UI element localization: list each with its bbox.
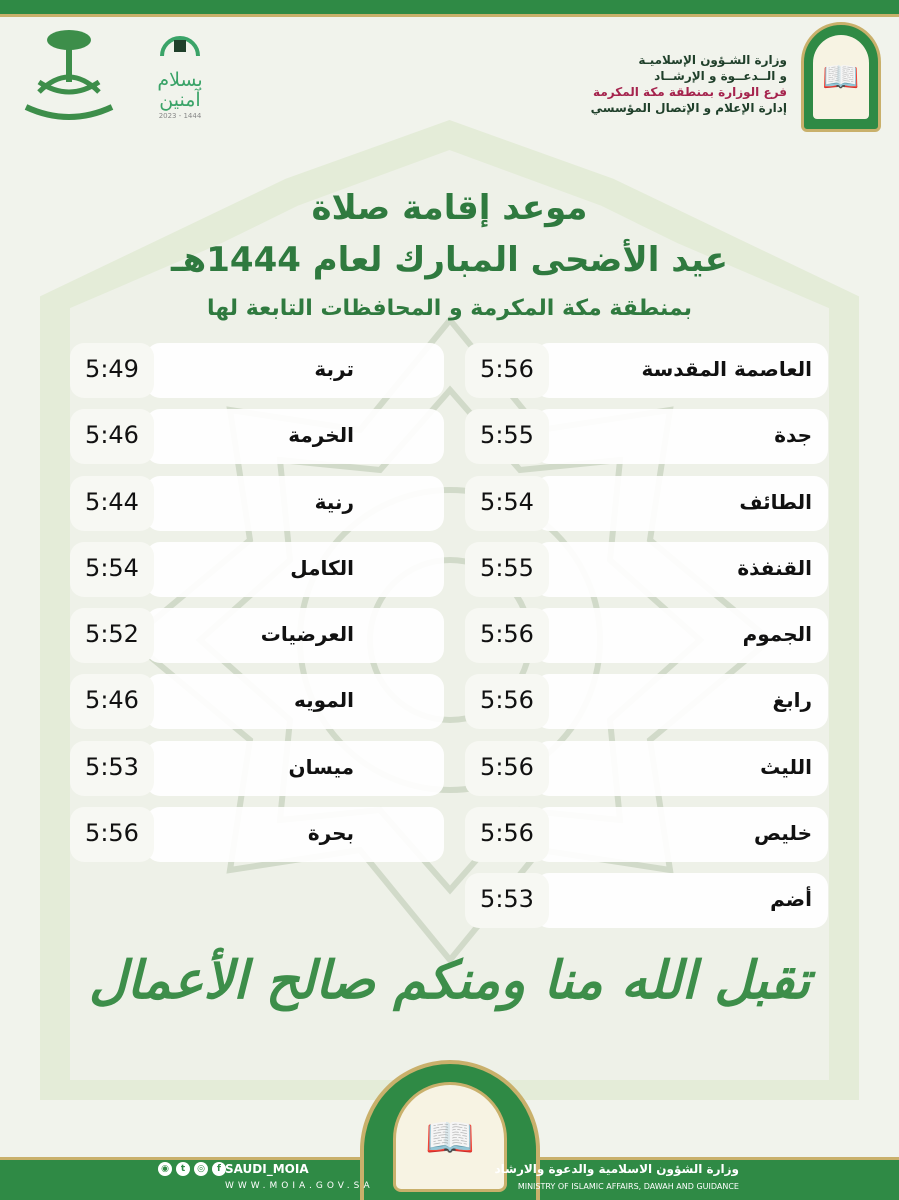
whatsapp-icon[interactable]: ◉ (158, 1162, 172, 1176)
salam-years: 2023 - 1444 (158, 112, 202, 120)
list-item (465, 343, 828, 398)
region-subtitle: بمنطقة مكة المكرمة و المحافظات التابعة لها (207, 296, 692, 321)
social-icons (158, 1162, 226, 1176)
prayer-time: 5:53 (70, 741, 154, 796)
prayer-time: 5:54 (70, 542, 154, 597)
social-handle[interactable]: SAUDI_MOIA (225, 1162, 309, 1176)
quran-emblem-icon: 📖 (813, 35, 869, 119)
website-link[interactable]: WWW.MOIA.GOV.SA (225, 1181, 374, 1191)
prayer-time: 5:56 (465, 674, 549, 729)
city-name: تربة (146, 343, 444, 398)
city-name: خليص (535, 807, 828, 862)
facebook-icon[interactable]: f (212, 1162, 226, 1176)
list-item (70, 476, 444, 531)
list-item (70, 674, 444, 729)
instagram-icon[interactable]: ◎ (194, 1162, 208, 1176)
city-name: الكامل (146, 542, 444, 597)
list-item (465, 873, 828, 928)
salam-word-1: بسلام (157, 69, 203, 91)
prayer-time: 5:46 (70, 409, 154, 464)
page-title: موعد إقامة صلاة (311, 188, 588, 228)
list-item (70, 343, 444, 398)
page-subtitle: عيد الأضحى المبارك لعام 1444هـ (171, 240, 728, 280)
prayer-time: 5:56 (465, 807, 549, 862)
left-column-list (70, 343, 444, 873)
prayer-time: 5:56 (70, 807, 154, 862)
city-name: القنفذة (535, 542, 828, 597)
city-name: ميسان (146, 741, 444, 796)
city-name: الخرمة (146, 409, 444, 464)
prayer-time: 5:56 (465, 741, 549, 796)
kaaba-circle-icon (158, 28, 202, 60)
list-item (465, 674, 828, 729)
palm-swords-emblem-icon (14, 22, 124, 122)
ministry-line-3: فرع الوزارة بمنطقة مكة المكرمة (593, 85, 787, 99)
prayer-time: 5:55 (465, 409, 549, 464)
prayer-time: 5:56 (465, 608, 549, 663)
list-item (465, 409, 828, 464)
city-name: بحرة (146, 807, 444, 862)
prayer-time: 5:56 (465, 343, 549, 398)
list-item (465, 807, 828, 862)
city-name: الجموم (535, 608, 828, 663)
salam-word-2: آمنين (159, 89, 201, 111)
city-name: العرضيات (146, 608, 444, 663)
prayer-time: 5:53 (465, 873, 549, 928)
prayer-time: 5:49 (70, 343, 154, 398)
list-item (465, 741, 828, 796)
city-name: أضم (535, 873, 828, 928)
ministry-line-1: وزارة الشـؤون الإسلاميـة (638, 53, 787, 67)
prayer-time: 5:55 (465, 542, 549, 597)
city-name: الطائف (535, 476, 828, 531)
makkah-emirate-logo (14, 22, 124, 122)
list-item (70, 608, 444, 663)
salam-aminin-logo (140, 28, 220, 118)
list-item (70, 741, 444, 796)
list-item (465, 542, 828, 597)
city-name: العاصمة المقدسة (535, 343, 828, 398)
prayer-time: 5:52 (70, 608, 154, 663)
top-gold-stripe (0, 14, 899, 17)
footer-ministry-logo-icon: 📖 (393, 1082, 507, 1192)
city-name: الليث (535, 741, 828, 796)
prayer-time: 5:44 (70, 476, 154, 531)
footer-ministry-name-ar: وزارة الشؤون الاسلامية والدعوة والارشاد (494, 1162, 739, 1176)
ministry-line-2: و الــدعــوة و الإرشــاد (654, 69, 787, 83)
top-green-bar (0, 0, 899, 14)
twitter-icon[interactable]: t (176, 1162, 190, 1176)
list-item (70, 807, 444, 862)
ministry-logo (801, 22, 881, 132)
list-item (70, 542, 444, 597)
footer-ministry-name-en: MINISTRY OF ISLAMIC AFFAIRS, DAWAH AND GUIDANCE (517, 1182, 739, 1191)
prayer-time: 5:54 (465, 476, 549, 531)
city-name: جدة (535, 409, 828, 464)
list-item (70, 409, 444, 464)
list-item (465, 476, 828, 531)
ministry-line-4: إدارة الإعلام و الإتصال المؤسسي (590, 101, 787, 115)
prayer-time: 5:46 (70, 674, 154, 729)
right-column-list (465, 343, 828, 940)
list-item (465, 608, 828, 663)
city-name: المويه (146, 674, 444, 729)
city-name: رابغ (535, 674, 828, 729)
eid-greeting-calligraphy: تقبل الله منا ومنكم صالح الأعمال (88, 950, 811, 1011)
city-name: رنية (146, 476, 444, 531)
ministry-branch-text (527, 52, 787, 116)
